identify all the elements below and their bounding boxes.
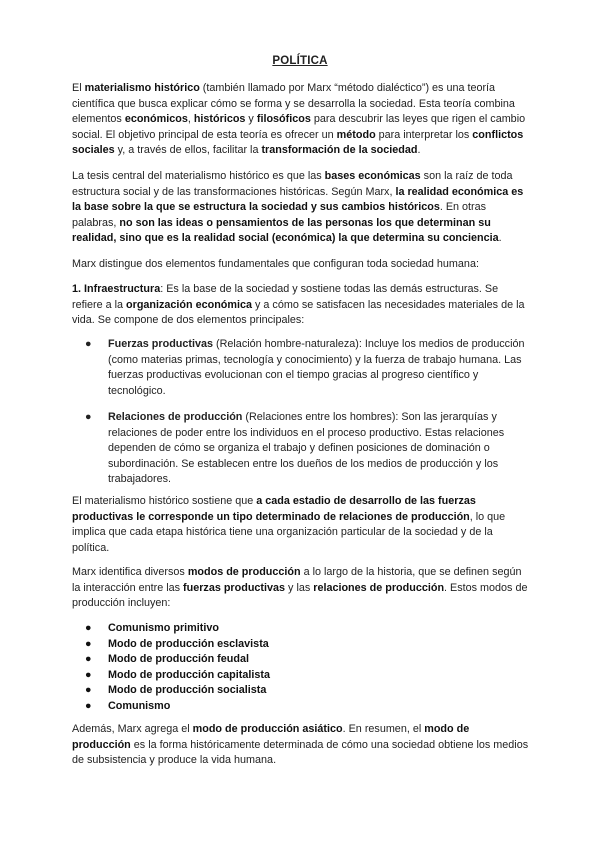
bullet-icon: ● [85,653,92,665]
paragraph-central-thesis: La tesis central del materialismo histórico es que las bases económicas son la raíz de toda estructura social y de las transformaciones históricas. Según Marx, la realidad económica es la base sobre la que se estructura la sociedad y sus cambios históricos. En otras palabras, no son las ideas o pensamientos de las personas los que determinan su realidad, sino que es la realidad social (económica) la que determina su conciencia. [72,170,524,245]
paragraph-modes-intro: Marx identifica diversos modos de producción a lo largo de la historia, que se definen según la interacción entre las fuerzas productivas y las relaciones de producción. Estos modos de producción incluyen: [72,566,528,610]
bullet-icon: ● [85,338,92,350]
paragraph-infraestructura: 1. Infraestructura: Es la base de la sociedad y sostiene todas las demás estructuras. Se refiere a la organización económica y a cómo se satisfacen las necesidades materiales de la vida. Se compone de dos elementos principales: [72,283,525,327]
list-item: ● Modo de producción feudal [72,652,530,668]
list-item: ● Relaciones de producción (Relaciones entre los hombres): Son las jerarquías y relaciones de poder entre los individuos en el proceso productivo. Estas relaciones dependen de cómo se organiza el trabajo y definen posiciones de dominación o subordinación. Se establecen entre los dueños de los medios de producción y los trabajadores. [85,411,505,486]
list-item: ● Modo de producción socialista [72,683,530,699]
modes-of-production-list [72,621,530,714]
bullet-icon: ● [85,684,92,696]
bullet-icon: ● [85,699,92,712]
bullet-icon: ● [85,622,92,634]
paragraph-two-elements: Marx distingue dos elementos fundamentales que configuran toda sociedad humana: [72,258,479,270]
list-item: ● Modo de producción esclavista [72,637,530,653]
list-item: ● Comunismo [72,699,530,715]
list-item: ● Modo de producción capitalista [72,668,530,684]
paragraph-intro: El materialismo histórico (también llamado por Marx “método dialéctico”) es una teoría científica que busca explicar cómo se forma y se desarrolla la sociedad. Esta teoría combina elementos económicos, históricos y filosóficos para descubrir las leyes que rigen el cambio social. El objetivo principal de esta teoría es ofrecer un método para interpretar los conflictos sociales y, a través de ellos, facilitar la transformación de la sociedad. [72,82,526,157]
page-title: POLÍTICA [272,55,328,67]
bullet-icon: ● [85,668,92,681]
paragraph-stages: El materialismo histórico sostiene que a cada estadio de desarrollo de las fuerzas productivas le corresponde un tipo determinado de relaciones de producción, lo que implica que cada etapa histórica tiene una organización particular de la sociedad y de la política. [72,495,506,554]
bullet-icon: ● [85,637,92,650]
paragraph-conclusion: Además, Marx agrega el modo de producción asiático. En resumen, el modo de producción es la forma históricamente determinada de cómo una sociedad obtiene los medios de subsistencia y produce la vida humana. [72,723,529,767]
bullet-list-relaciones [72,410,530,488]
bullet-list-fuerzas [72,337,530,399]
bullet-icon: ● [85,411,92,423]
list-item: ● Comunismo primitivo [72,621,530,637]
list-item: ● Fuerzas productivas (Relación hombre-naturaleza): Incluye los medios de producción (como materias primas, tecnología y conocimiento) y la fuerza de trabajo humana. Las fuerzas productivas evolucionan con el tiempo gracias al progreso científico y tecnológico. [85,338,525,397]
